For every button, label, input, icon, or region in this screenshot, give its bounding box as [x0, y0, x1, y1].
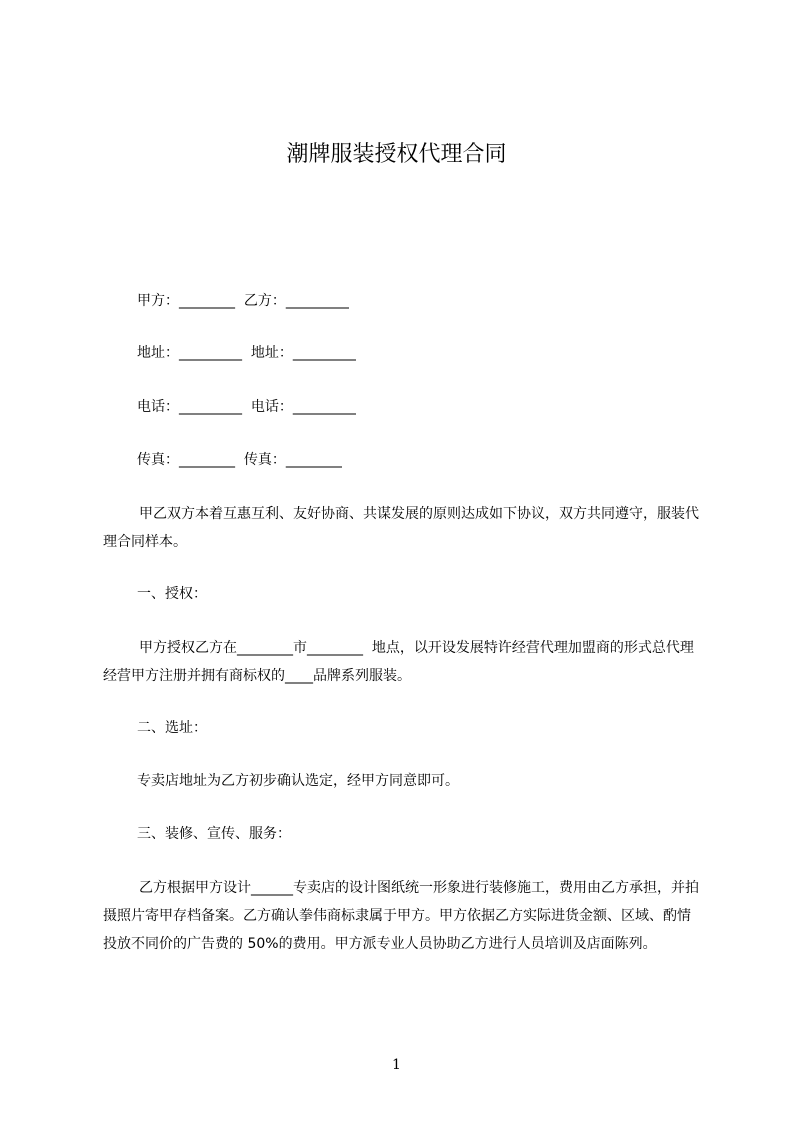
- section-heading-decoration: 三、装修、宣传、服务：: [137, 826, 291, 842]
- intro-paragraph: [103, 500, 703, 556]
- party-line-address: 地址：_________ 地址：_________: [137, 345, 356, 361]
- party-line-fax: 传真：________ 传真：________: [137, 452, 342, 468]
- section-body-decoration: [103, 874, 703, 958]
- party-line-names: 甲方：________ 乙方：_________: [137, 293, 349, 309]
- decoration-text: 乙方根据甲方设计______专卖店的设计图纸统一形象进行装修施工，费用由乙方承担，并拍摄照片寄甲存档备案。乙方确认拳伟商标隶属于甲方。甲方依据乙方实际进货金额、区域、酌情投放不同价的广告费的 50%的费用。甲方派专业人员协助乙方进行人员培训及店面陈列。: [103, 880, 699, 952]
- section-heading-site-selection: 二、选址：: [137, 720, 207, 736]
- section-heading-authorization: 一、授权：: [137, 586, 207, 602]
- authorization-text: 甲方授权乙方在________市________ 地点，以开设发展特许经营代理加盟商的形式总代理经营甲方注册并拥有商标权的____品牌系列服装。: [103, 640, 694, 684]
- page-number: 1: [392, 1057, 401, 1073]
- section-body-authorization: [103, 634, 703, 690]
- site-selection-text: 专卖店地址为乙方初步确认选定，经甲方同意即可。: [137, 773, 459, 789]
- document-title: 潮牌服装授权代理合同: [286, 142, 507, 167]
- intro-text: 甲乙双方本着互惠互利、友好协商、共谋发展的原则达成如下协议，双方共同遵守，服装代理合同样本。: [103, 506, 699, 550]
- party-line-phone: 电话：_________ 电话：_________: [137, 399, 356, 415]
